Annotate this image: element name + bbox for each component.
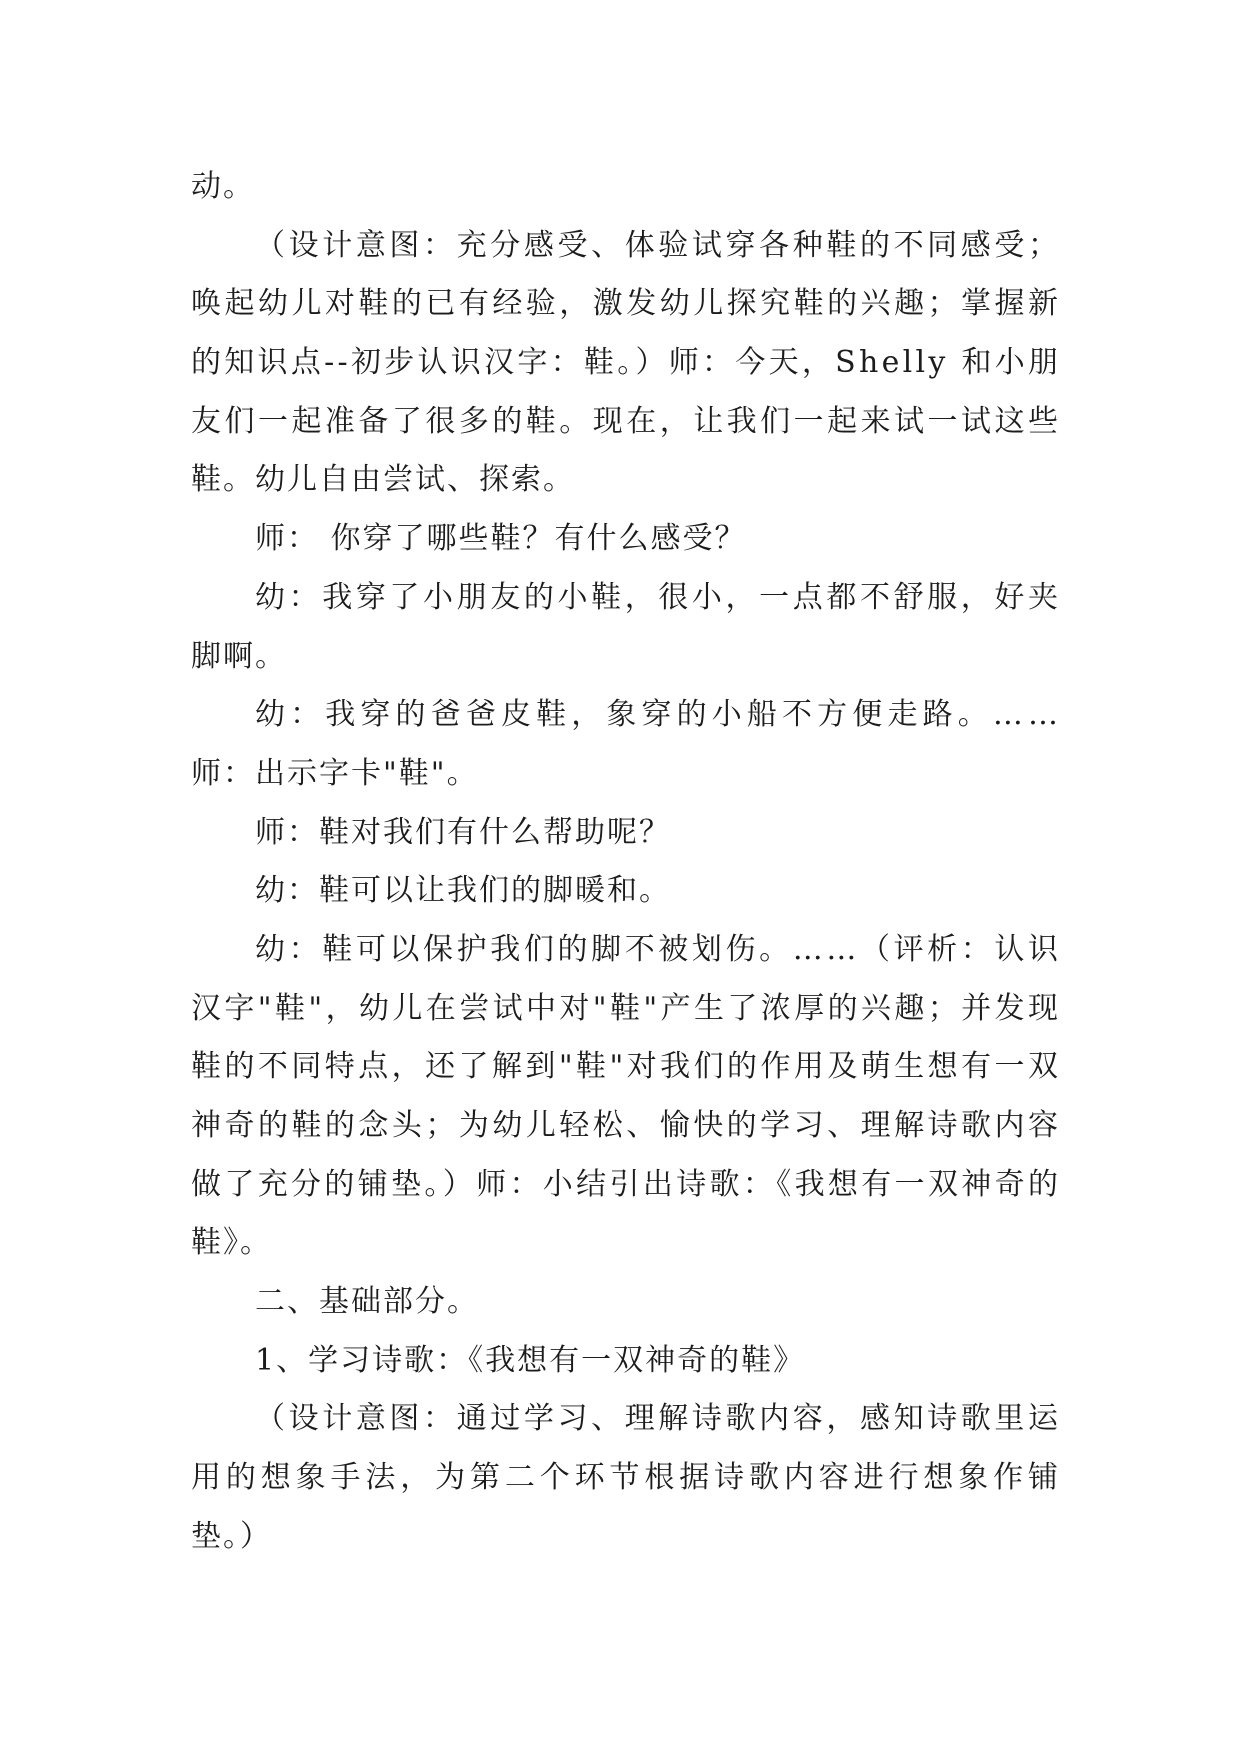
paragraph — [191, 510, 1058, 569]
subsection-heading — [191, 1332, 1058, 1391]
text-line: 鞋的不同特点，还了解到"鞋"对我们的作用及萌生想有一双 — [191, 1049, 1062, 1085]
text-line: 友们一起准备了很多的鞋。现在，让我们一起来试一试这些 — [191, 403, 1062, 439]
text-line: 鞋》。 — [191, 1225, 272, 1261]
paragraph — [191, 569, 1062, 686]
text-line: （设计意图：充分感受、体验试穿各种鞋的不同感受； — [255, 227, 1062, 263]
paragraph — [191, 686, 1064, 803]
text-line: 1、学习诗歌：《我想有一双神奇的鞋》 — [255, 1342, 806, 1378]
text-line: （设计意图：通过学习、理解诗歌内容，感知诗歌里运 — [255, 1401, 1062, 1437]
paragraph — [191, 921, 1062, 1273]
text-line: 神奇的鞋的念头；为幼儿轻松、愉快的学习、理解诗歌内容 — [191, 1108, 1062, 1143]
paragraph — [191, 862, 1058, 921]
text-line: 二、基础部分。 — [255, 1284, 479, 1320]
text-line: 幼：我穿了小朋友的小鞋，很小，一点都不舒服，好夹 — [255, 579, 1062, 615]
text-line: 用的想象手法，为第二个环节根据诗歌内容进行想象作铺 — [191, 1460, 1063, 1496]
paragraph — [191, 217, 1062, 510]
text-line: 汉字"鞋"，幼儿在尝试中对"鞋"产生了浓厚的兴趣；并发现 — [191, 990, 1062, 1026]
text-line: 幼：鞋可以保护我们的脚不被划伤。……（评析：认识 — [255, 931, 1062, 967]
text-line: 的知识点--初步认识汉字：鞋。）师：今天，Shelly 和小朋 — [191, 345, 1062, 381]
text-line: 幼：我穿的爸爸皮鞋，象穿的小船不方便走路。…… — [255, 697, 1064, 733]
text-line: 师：出示字卡"鞋"。 — [191, 755, 479, 791]
text-line: 做了充分的铺垫。）师：小结引出诗歌：《我想有一双神奇的 — [191, 1166, 1062, 1202]
text-line: 唤起幼儿对鞋的已有经验，激发幼儿探究鞋的兴趣；掌握新 — [191, 286, 1062, 322]
text-line: 幼：鞋可以让我们的脚暖和。 — [255, 873, 671, 909]
text-line: 脚啊。 — [191, 638, 287, 674]
paragraph — [191, 1390, 1063, 1566]
text-line: 垫。） — [191, 1518, 272, 1554]
text-line: 鞋。幼儿自由尝试、探索。 — [191, 462, 575, 498]
paragraph — [191, 804, 1058, 863]
document-body — [191, 158, 1064, 1567]
text-line: 动。 — [191, 169, 255, 204]
section-heading — [191, 1273, 1058, 1332]
text-line: 师： 你穿了哪些鞋？有什么感受？ — [255, 521, 747, 557]
paragraph — [191, 158, 1058, 217]
text-line: 师：鞋对我们有什么帮助呢？ — [255, 814, 671, 850]
